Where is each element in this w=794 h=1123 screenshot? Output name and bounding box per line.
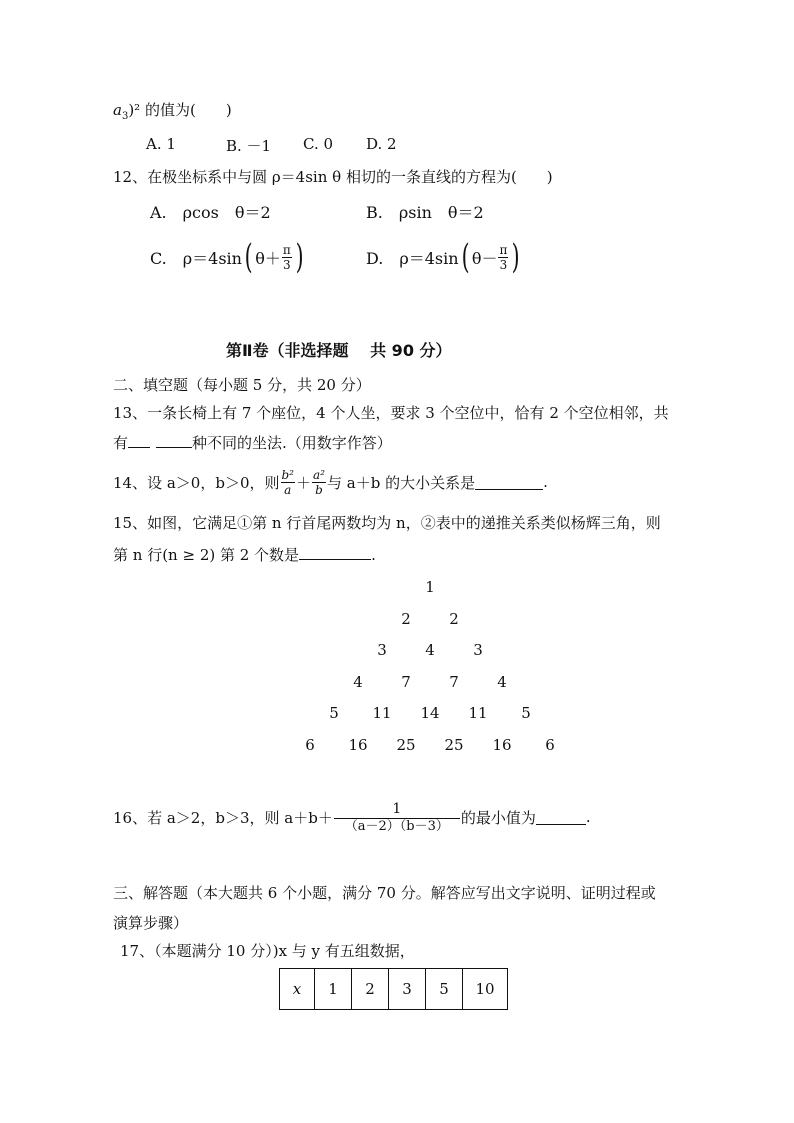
q12-d-three: 3 [499, 257, 508, 272]
table-cell: 5 [426, 969, 463, 1010]
table-row [280, 969, 508, 1010]
q13-line1: 13、一条长椅上有 7 个座位，4 个人坐，要求 3 个空位中，恰有 2 个空位相邻，共 [113, 404, 669, 422]
triangle-number: 25 [396, 735, 416, 754]
q16-frac-den: （a－2）（b－3） [344, 818, 449, 834]
q12-option-d-inner: θ－ [471, 248, 498, 268]
q13-suffix: 种不同的坐法.（用数字作答） [192, 434, 392, 452]
q15-line2-text: 第 n 行(n ≥ 2) 第 2 个数是 [113, 546, 300, 564]
q11-a: a [113, 101, 122, 119]
q14-frac-2 [312, 469, 326, 496]
q16-blank [536, 810, 586, 825]
q16-suffix: 的最小值为 [460, 808, 536, 827]
triangle-number: 1 [425, 578, 435, 596]
q12-option-c [150, 232, 306, 282]
q16-frac-num: 1 [334, 802, 460, 819]
triangle-number: 14 [420, 704, 440, 722]
q14-frac2-num: a² [313, 467, 325, 482]
section-solve-heading-2: 演算步骤） [113, 914, 189, 932]
triangle-number: 2 [401, 609, 411, 628]
part2-title: 第Ⅱ卷（非选择题 共 90 分） [226, 341, 452, 360]
q16-line [113, 794, 591, 840]
q12-c-open-paren: ( [244, 237, 253, 277]
q14-frac1-num: b² [281, 467, 294, 482]
triangle-number: 3 [377, 641, 387, 659]
section-solve-heading-1: 三、解答题（本大题共 6 个小题，满分 70 分。解答应写出文字说明、证明过程或 [113, 884, 656, 902]
q11-option-b: B. －1 [226, 137, 272, 155]
triangle-number: 5 [521, 704, 531, 722]
q12-stem: 12、在极坐标系中与圆 ρ＝4sin θ 相切的一条直线的方程为( ) [113, 168, 553, 186]
triangle-number: 16 [492, 735, 512, 754]
q15-line1: 15、如图，它满足①第 n 行首尾两数均为 n，②表中的递推关系类似杨辉三角，则 [113, 514, 661, 532]
q13-blank-1 [128, 433, 150, 448]
triangle-number: 3 [473, 641, 483, 659]
table-cell: 2 [352, 969, 389, 1010]
section-fill-heading: 二、填空题（每小题 5 分，共 20 分） [113, 376, 371, 394]
q12-c-three: 3 [283, 257, 291, 272]
table-cell: 3 [389, 969, 426, 1010]
q14-end: . [543, 473, 548, 491]
table-cell: 10 [463, 969, 508, 1010]
triangle-number: 4 [353, 672, 363, 691]
q11-rest: )² 的值为( ) [128, 101, 232, 119]
q11-option-c: C. 0 [303, 135, 334, 153]
q13-line2 [113, 432, 392, 453]
triangle-number: 6 [545, 735, 555, 754]
q12-option-b: B. ρsin θ＝2 [366, 203, 484, 222]
q12-d-close-paren: ) [512, 237, 520, 277]
q11-option-d: D. 2 [366, 135, 397, 153]
q14-frac-1 [281, 469, 296, 496]
q14-frac1-den: a [284, 482, 292, 497]
triangle-number: 5 [329, 704, 339, 722]
q16-prefix: 16、若 a＞2，b＞3，则 a＋b＋ [113, 808, 333, 827]
table-cell: 1 [315, 969, 352, 1010]
triangle-number: 6 [305, 735, 315, 754]
q12-d-pi: π [499, 242, 508, 257]
triangle-number: 7 [401, 672, 411, 691]
q17-data-table [279, 968, 508, 1010]
triangle-number: 11 [468, 704, 488, 722]
q16-fraction [334, 802, 460, 833]
q15-line2 [113, 544, 376, 565]
q11-option-a: A. 1 [146, 135, 176, 153]
triangle-number: 4 [497, 672, 507, 691]
q14-prefix: 14、设 a＞0，b＞0，则 [113, 473, 280, 492]
table-header-x: x [280, 969, 315, 1010]
q11-tail [113, 99, 232, 122]
q15-blank [299, 545, 371, 560]
q12-c-pi: π [282, 242, 291, 257]
triangle-number: 2 [449, 609, 459, 628]
triangle-number: 11 [372, 704, 392, 722]
q12-option-d [366, 232, 523, 282]
triangle-number: 4 [425, 641, 435, 659]
q14-frac2-den: b [315, 482, 323, 497]
q13-prefix: 有 [113, 434, 129, 452]
q11-sub: 3 [121, 111, 129, 122]
q12-option-c-inner: θ＋ [255, 248, 281, 268]
q12-c-fraction [282, 244, 292, 271]
q14-middle: 与 a＋b 的大小关系是 [326, 473, 476, 492]
q14-line [113, 462, 548, 502]
q17-stem: 17、（本题满分 10 分）)x 与 y 有五组数据， [120, 942, 415, 960]
q12-d-fraction [498, 244, 508, 271]
q12-option-a: A. ρcos θ＝2 [150, 203, 271, 222]
q12-option-d-prefix: D. ρ＝4sin [366, 248, 459, 268]
triangle-number: 7 [449, 672, 459, 691]
q12-option-c-prefix: C. ρ＝4sin [150, 248, 242, 268]
q15-end: . [371, 546, 376, 564]
q16-end: . [585, 808, 591, 826]
q12-c-close-paren: ) [295, 237, 304, 277]
q14-blank [475, 475, 543, 490]
q12-d-open-paren: ( [461, 237, 470, 277]
triangle-number: 25 [444, 735, 464, 754]
triangle-number: 16 [348, 735, 368, 754]
q14-plus: ＋ [296, 473, 312, 492]
q13-blank-2 [156, 433, 192, 448]
